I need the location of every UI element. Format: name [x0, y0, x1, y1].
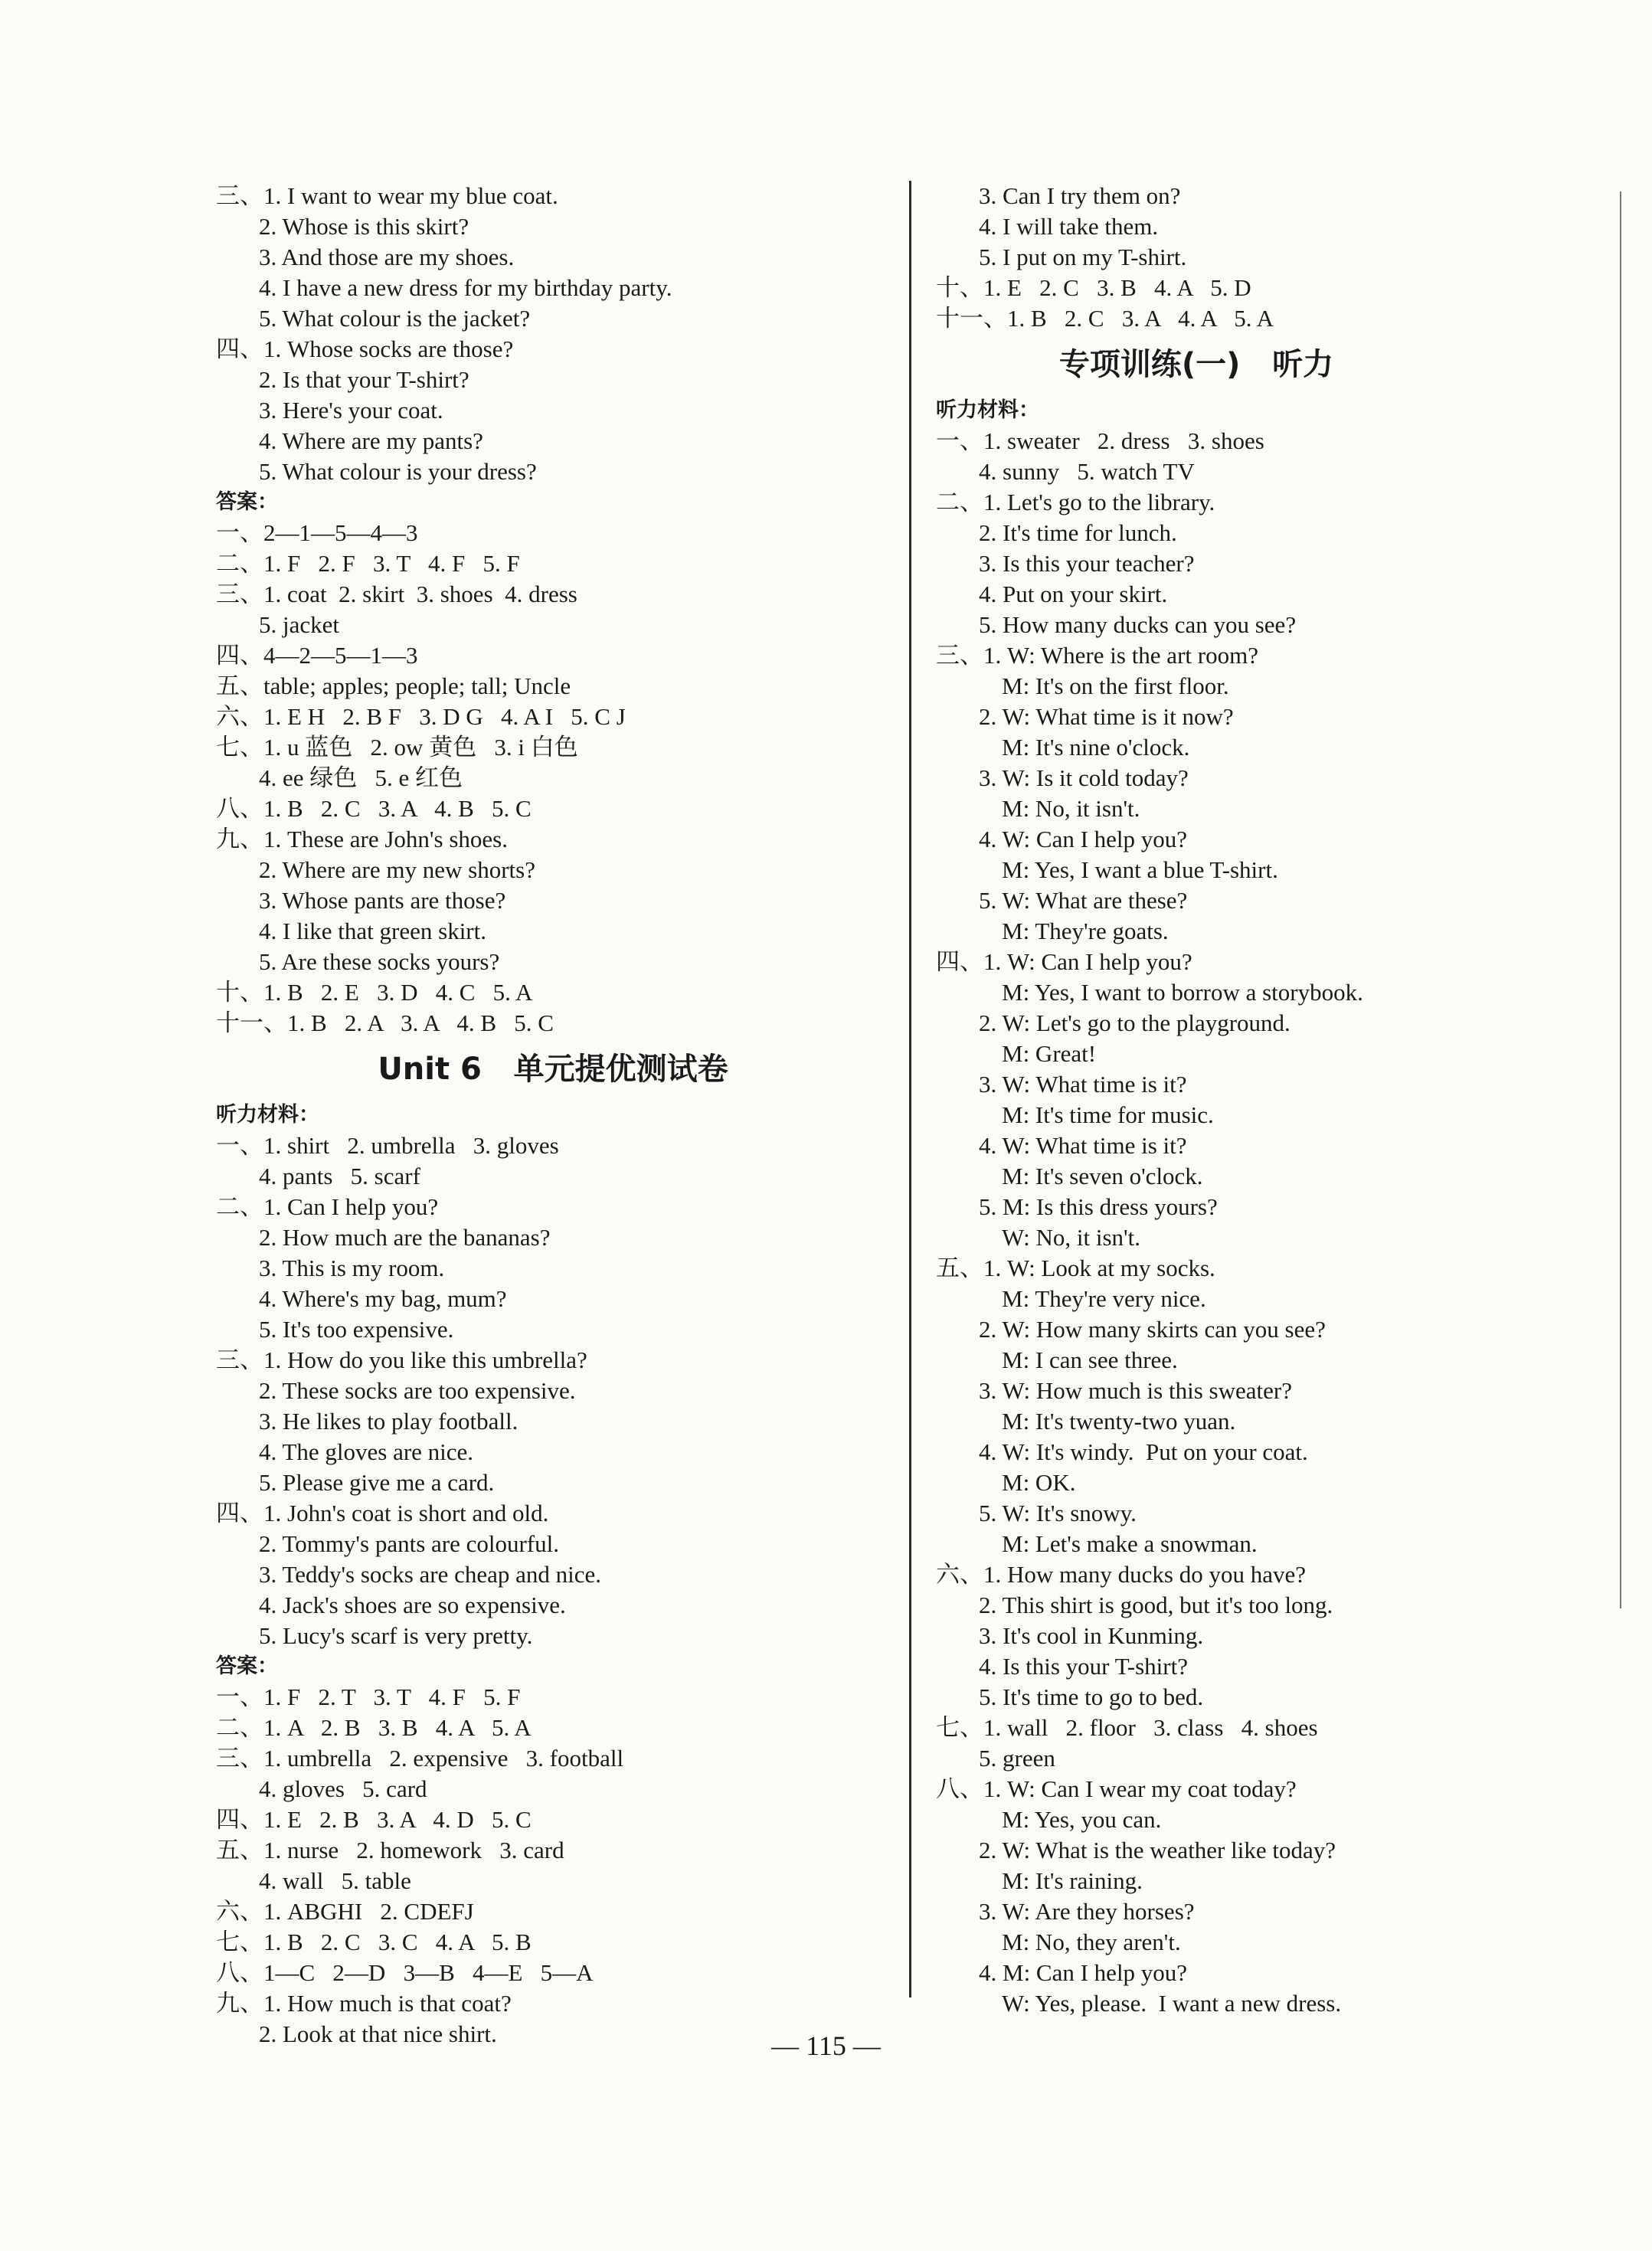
- text-line: 五、table; apples; people; tall; Uncle: [216, 672, 571, 699]
- text-line: 4. I like that green skirt.: [259, 918, 486, 944]
- text-line: 5. It's time to go to bed.: [979, 1683, 1204, 1710]
- text-line: 七、1. u 蓝色 2. ow 黄色 3. i 白色: [216, 734, 578, 761]
- text-line: 五、1. W: Look at my socks.: [936, 1255, 1215, 1281]
- text-line: 2. Look at that nice shirt.: [259, 2020, 497, 2047]
- section-heading: Unit 6 单元提优测试卷: [378, 1052, 728, 1087]
- text-line: 七、1. B 2. C 3. C 4. A 5. B: [216, 1929, 532, 1955]
- text-line: M: I can see three.: [1002, 1346, 1178, 1373]
- text-line: M: Let's make a snowman.: [1002, 1530, 1258, 1557]
- text-line: 3. Teddy's socks are cheap and nice.: [259, 1561, 602, 1588]
- text-line: 六、1. How many ducks do you have?: [936, 1561, 1306, 1588]
- text-line: 一、1. sweater 2. dress 3. shoes: [936, 427, 1264, 454]
- text-line: 2. How much are the bananas?: [259, 1224, 551, 1251]
- text-line: M: It's on the first floor.: [1002, 672, 1229, 699]
- text-line: M: It's twenty-two yuan.: [1002, 1408, 1236, 1435]
- text-line: 4. I have a new dress for my birthday party.: [259, 274, 672, 301]
- text-line: 3. W: How much is this sweater?: [979, 1377, 1292, 1404]
- text-line: 4. W: Can I help you?: [979, 826, 1188, 852]
- text-line: M: It's time for music.: [1002, 1101, 1214, 1128]
- text-line: 4. Put on your skirt.: [979, 581, 1168, 607]
- text-line: 4. sunny 5. watch TV: [979, 458, 1195, 485]
- text-line: M: Yes, I want a blue T-shirt.: [1002, 856, 1278, 883]
- text-line: 5. What colour is your dress?: [259, 458, 537, 485]
- text-line: 七、1. wall 2. floor 3. class 4. shoes: [936, 1714, 1318, 1741]
- text-line: 三、1. How do you like this umbrella?: [216, 1346, 587, 1373]
- text-line: 四、1. Whose socks are those?: [216, 335, 514, 362]
- text-line: 2. W: What time is it now?: [979, 703, 1234, 730]
- text-line: 二、1. Can I help you?: [216, 1193, 439, 1220]
- text-line: M: It's seven o'clock.: [1002, 1163, 1203, 1189]
- text-line: 4. ee 绿色 5. e 红色: [259, 764, 463, 791]
- text-line: 5. How many ducks can you see?: [979, 611, 1297, 638]
- text-line: 2. W: What is the weather like today?: [979, 1837, 1336, 1863]
- text-line: 2. Whose is this skirt?: [259, 213, 469, 240]
- text-line: 一、2—1—5—4—3: [216, 519, 418, 546]
- text-line: M: No, it isn't.: [1002, 795, 1140, 822]
- text-line: 2. These socks are too expensive.: [259, 1377, 576, 1404]
- text-line: 2. It's time for lunch.: [979, 519, 1177, 546]
- text-line: 3. Is this your teacher?: [979, 550, 1195, 577]
- section-label: 听力材料：: [936, 398, 1039, 422]
- text-line: 4. Is this your T-shirt?: [979, 1653, 1188, 1680]
- text-line: 3. This is my room.: [259, 1255, 445, 1281]
- text-line: 5. Please give me a card.: [259, 1469, 495, 1496]
- text-line: 3. And those are my shoes.: [259, 244, 515, 270]
- text-line: 4. M: Can I help you?: [979, 1959, 1188, 1986]
- text-line: 六、1. E H 2. B F 3. D G 4. A I 5. C J: [216, 703, 626, 730]
- text-line: 2. Tommy's pants are colourful.: [259, 1530, 559, 1557]
- text-line: 4. wall 5. table: [259, 1867, 411, 1894]
- text-line: 三、1. I want to wear my blue coat.: [216, 182, 558, 209]
- text-line: M: It's raining.: [1002, 1867, 1143, 1894]
- text-line: 四、4—2—5—1—3: [216, 642, 418, 669]
- text-line: 四、1. E 2. B 3. A 4. D 5. C: [216, 1806, 532, 1833]
- text-line: M: No, they aren't.: [1002, 1929, 1181, 1955]
- text-line: 5. Are these socks yours?: [259, 948, 500, 975]
- text-line: W: Yes, please. I want a new dress.: [1002, 1990, 1342, 2017]
- text-line: 5. Lucy's scarf is very pretty.: [259, 1622, 533, 1649]
- text-line: 4. The gloves are nice.: [259, 1438, 474, 1465]
- text-line: 5. I put on my T-shirt.: [979, 244, 1187, 270]
- text-line: 十、1. B 2. E 3. D 4. C 5. A: [216, 979, 533, 1006]
- text-line: 二、1. Let's go to the library.: [936, 489, 1215, 515]
- section-heading: 专项训练(一) 听力: [1058, 347, 1334, 382]
- text-line: 3. Whose pants are those?: [259, 887, 506, 914]
- text-line: 五、1. nurse 2. homework 3. card: [216, 1837, 564, 1863]
- text-line: 4. I will take them.: [979, 213, 1159, 240]
- text-line: 六、1. ABGHI 2. CDEFJ: [216, 1898, 474, 1925]
- page-number: — 115 —: [771, 2030, 881, 2061]
- text-line: 4. W: What time is it?: [979, 1132, 1187, 1159]
- text-line: M: It's nine o'clock.: [1002, 734, 1190, 761]
- text-line: M: They're very nice.: [1002, 1285, 1206, 1312]
- section-label: 答案：: [216, 1654, 278, 1678]
- text-line: 八、1. B 2. C 3. A 4. B 5. C: [216, 795, 532, 822]
- text-line: 4. Where are my pants?: [259, 427, 483, 454]
- text-line: 三、1. umbrella 2. expensive 3. football: [216, 1745, 624, 1772]
- text-line: 八、1. W: Can I wear my coat today?: [936, 1775, 1297, 1802]
- text-line: 5. It's too expensive.: [259, 1316, 454, 1343]
- text-line: 一、1. F 2. T 3. T 4. F 5. F: [216, 1683, 521, 1710]
- text-line: 5. What colour is the jacket?: [259, 305, 531, 332]
- text-line: 三、1. coat 2. skirt 3. shoes 4. dress: [216, 581, 577, 607]
- text-line: 5. W: What are these?: [979, 887, 1188, 914]
- text-line: 十一、1. B 2. C 3. A 4. A 5. A: [936, 305, 1274, 332]
- section-label: 听力材料：: [216, 1103, 319, 1127]
- text-line: 四、1. W: Can I help you?: [936, 948, 1192, 975]
- text-line: M: They're goats.: [1002, 918, 1169, 944]
- left-column: [216, 181, 890, 2050]
- text-line: 3. Here's your coat.: [259, 397, 443, 424]
- text-line: 4. gloves 5. card: [259, 1775, 427, 1802]
- text-line: W: No, it isn't.: [1002, 1224, 1140, 1251]
- text-line: M: OK.: [1002, 1469, 1076, 1496]
- text-line: 4. W: It's windy. Put on your coat.: [979, 1438, 1308, 1465]
- text-line: 3. W: Are they horses?: [979, 1898, 1195, 1925]
- text-line: M: Great!: [1002, 1040, 1097, 1067]
- text-line: 十一、1. B 2. A 3. A 4. B 5. C: [216, 1009, 554, 1036]
- text-line: 二、1. F 2. F 3. T 4. F 5. F: [216, 550, 520, 577]
- text-line: 十、1. E 2. C 3. B 4. A 5. D: [936, 274, 1251, 301]
- text-line: 一、1. shirt 2. umbrella 3. gloves: [216, 1132, 559, 1159]
- column-divider: [909, 181, 911, 1997]
- text-line: 2. W: How many skirts can you see?: [979, 1316, 1326, 1343]
- text-line: 2. W: Let's go to the playground.: [979, 1009, 1291, 1036]
- text-line: 四、1. John's coat is short and old.: [216, 1500, 549, 1526]
- text-line: 4. Where's my bag, mum?: [259, 1285, 507, 1312]
- text-line: 3. Can I try them on?: [979, 182, 1181, 209]
- right-column: [936, 181, 1457, 2019]
- text-line: 九、1. These are John's shoes.: [216, 826, 508, 852]
- text-line: M: Yes, I want to borrow a storybook.: [1002, 979, 1363, 1006]
- text-line: 4. pants 5. scarf: [259, 1163, 420, 1189]
- page-edge-line: [1620, 191, 1621, 1608]
- text-line: 4. Jack's shoes are so expensive.: [259, 1592, 566, 1618]
- text-line: 3. W: What time is it?: [979, 1071, 1187, 1098]
- text-line: 3. W: Is it cold today?: [979, 764, 1189, 791]
- text-line: 2. Where are my new shorts?: [259, 856, 535, 883]
- text-line: 八、1—C 2—D 3—B 4—E 5—A: [216, 1959, 594, 1986]
- text-line: 三、1. W: Where is the art room?: [936, 642, 1258, 669]
- text-line: 2. This shirt is good, but it's too long.: [979, 1592, 1333, 1618]
- text-line: 5. W: It's snowy.: [979, 1500, 1137, 1526]
- text-line: 5. green: [979, 1745, 1055, 1772]
- text-line: 二、1. A 2. B 3. B 4. A 5. A: [216, 1714, 532, 1741]
- text-line: 九、1. How much is that coat?: [216, 1990, 512, 2017]
- text-line: M: Yes, you can.: [1002, 1806, 1162, 1833]
- section-label: 答案：: [216, 490, 278, 514]
- text-line: 5. M: Is this dress yours?: [979, 1193, 1218, 1220]
- text-line: 2. Is that your T-shirt?: [259, 366, 469, 393]
- text-line: 3. He likes to play football.: [259, 1408, 518, 1435]
- text-line: 3. It's cool in Kunming.: [979, 1622, 1204, 1649]
- text-line: 5. jacket: [259, 611, 340, 638]
